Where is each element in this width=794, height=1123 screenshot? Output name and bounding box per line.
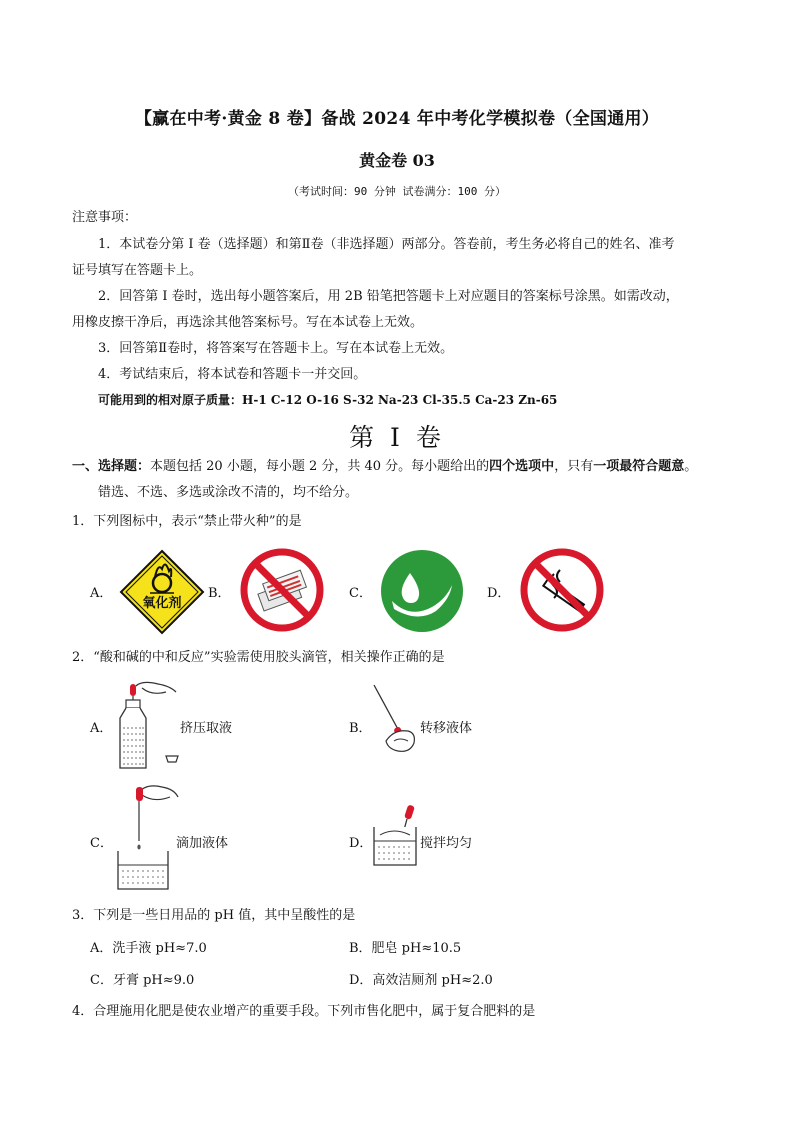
q1-option-c-label: C． (349, 586, 372, 601)
notice-heading: 注意事项： (72, 210, 138, 225)
q2-option-d-label: D． (349, 836, 373, 851)
document-title: 【赢在中考·黄金 8 卷】备战 2024 年中考化学模拟卷（全国通用） (134, 109, 660, 129)
q2-option-c-label: C． (90, 836, 113, 851)
q1-stem: 1．下列图标中，表示“禁止带火种”的是 (72, 514, 302, 529)
instr-prefix: 一、选择题： (72, 459, 151, 474)
instr-text-a: 本题包括 20 小题，每小题 2 分，共 40 分。每小题给出的 (150, 459, 490, 474)
notice-item-1-line-1: 1．本试卷分第 I 卷（选择题）和第Ⅱ卷（非选择题）两部分。答卷前，考生务必将自己的姓名、准考 (98, 237, 675, 252)
notice-item-3: 3．回答第Ⅱ卷时，将答案写在答题卡上。写在本试卷上无效。 (98, 341, 454, 356)
q2-option-a-caption: 挤压取液 (180, 721, 233, 736)
q3-option-c: C．牙膏 pH≈9.0 (90, 973, 195, 988)
notice-item-1-line-2: 证号填写在答题卡上。 (72, 263, 203, 278)
q2-option-c-caption: 滴加液体 (176, 836, 229, 851)
transfer-dropper-icon (370, 683, 420, 755)
notice-item-2-line-2: 用橡皮擦干净后，再选涂其他答案标号。写在本试卷上无效。 (72, 315, 424, 330)
q2-option-b-label: B． (349, 721, 372, 736)
paper-subtitle: 黄金卷 03 (359, 151, 435, 170)
water-saving-icon (380, 549, 464, 633)
no-matches-sign-icon (240, 548, 324, 632)
q2-option-d-caption: 搅拌均匀 (420, 836, 473, 851)
q2-option-b-caption: 转移液体 (420, 721, 473, 736)
q2-stem: 2．“酸和碱的中和反应”实验需使用胶头滴管，相关操作正确的是 (72, 650, 445, 665)
atomic-masses: 可能用到的相对原子质量：H-1 C-12 O-16 S-32 Na-23 Cl-35.5 Ca-23 Zn-65 (98, 393, 558, 407)
oxidizer-icon-label: 氧化剂 (142, 596, 182, 611)
section-instructions-line-2: 错选、不选、多选或涂改不清的，均不给分。 (98, 485, 359, 500)
q1-option-b-label: B． (208, 586, 231, 601)
section-title: 第 I 卷 (349, 423, 445, 452)
instr-text-c: 。 (684, 459, 698, 474)
q3-stem: 3．下列是一些日用品的 pH 值，其中呈酸性的是 (72, 908, 356, 923)
q3-option-b: B．肥皂 pH≈10.5 (349, 941, 462, 956)
notice-item-2-line-1: 2．回答第 I 卷时，选出每小题答案后，用 2B 铅笔把答题卡上对应题目的答案标号涂黑。如需改动， (98, 289, 679, 304)
oxidizer-hazard-icon (119, 549, 205, 635)
q1-option-d-label: D． (487, 586, 511, 601)
notice-item-4: 4．考试结束后，将本试卷和答题卡一并交回。 (98, 367, 367, 382)
section-instructions-line-1 (72, 459, 697, 475)
squeeze-dropper-bottle-icon (112, 678, 182, 773)
exam-info: （考试时间：90 分钟 试卷满分：100 分） (288, 185, 506, 198)
q3-option-d: D．高效洁厕剂 pH≈2.0 (349, 973, 493, 988)
q1-option-a-label: A． (90, 586, 113, 601)
stir-with-dropper-icon (370, 803, 422, 869)
instr-bold-2: 一项最符合题意 (593, 459, 685, 474)
instr-bold-1: 四个选项中 (489, 459, 555, 474)
q4-stem: 4．合理施用化肥是使农业增产的重要手段。下列市售化肥中，属于复合肥料的是 (72, 1004, 536, 1019)
no-smoking-sign-icon (520, 548, 604, 632)
q3-option-a: A．洗手液 pH≈7.0 (90, 941, 207, 956)
instr-text-b: ，只有 (554, 459, 594, 474)
drip-into-beaker-icon (114, 781, 184, 895)
q2-option-a-label: A． (90, 721, 113, 736)
